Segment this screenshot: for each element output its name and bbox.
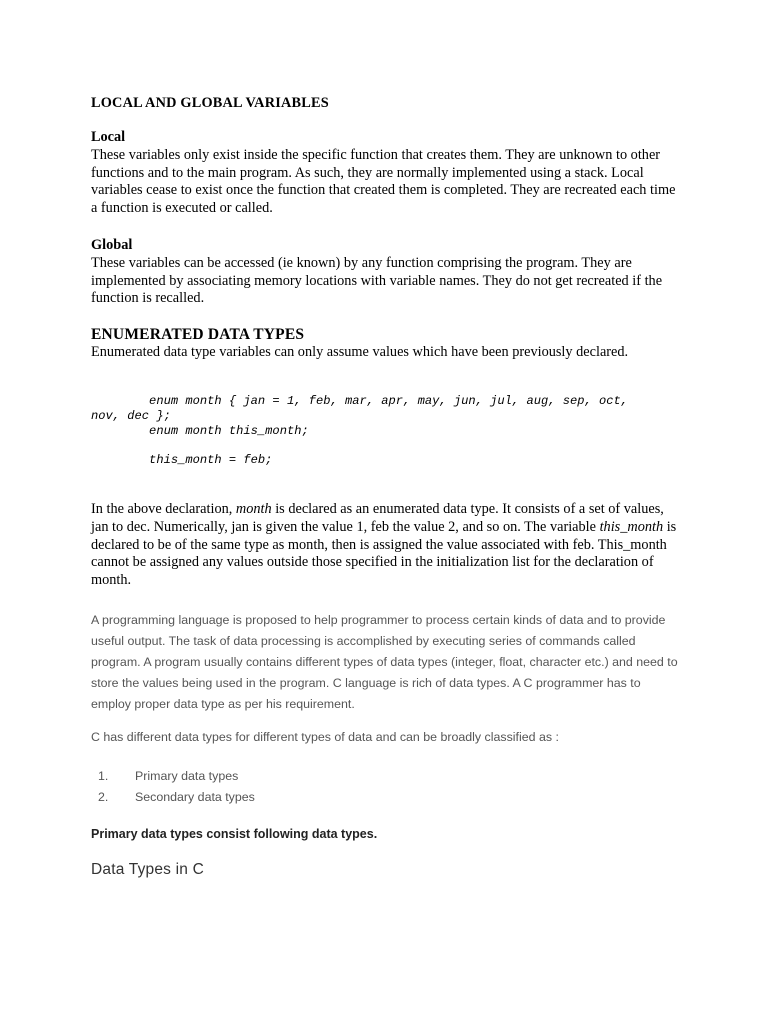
code-line-3: enum month this_month;: [91, 424, 309, 438]
list-item: [98, 766, 255, 787]
local-body: These variables only exist inside the specific function that creates them. They are unknown to other functions and to the main program. As such, they are normally implemented using a stack. Local variables cease to exist once the function that created them is completed. They are recreated each time a function is executed or called.: [91, 146, 676, 217]
list-text: Primary data types: [135, 769, 239, 783]
programming-paragraph-1: A programming language is proposed to help programmer to process certain kinds of data and to provide useful output. The task of data processing is accomplished by executing series of commands called program. A program usually contains different types of data types (integer, float, character etc.) and need to store the values being used in the program. C language is rich of data types. A C programmer has to employ proper data type as per his requirement.: [91, 613, 678, 711]
list-text: Secondary data types: [135, 790, 255, 804]
local-section: [91, 129, 681, 218]
enumerated-explanation: [91, 501, 681, 590]
explain-em-month: month: [235, 501, 272, 517]
list-item: [98, 787, 255, 808]
local-heading: Local: [91, 129, 126, 145]
page-title: LOCAL AND GLOBAL VARIABLES: [91, 95, 329, 111]
explain-mid: is declared as an enumerated data type. It consists of a set of values, jan to dec. Numerically, jan is given the value 1, feb the value 2, and so on. The variable: [91, 501, 664, 535]
enumerated-intro: Enumerated data type variables can only assume values which have been previously declared.: [91, 343, 629, 360]
explain-suffix: is declared to be of the same type as month, then is assigned the value associated with feb. This_month cannot be assigned any values outside those specified in the initialization list for the declaration of month.: [91, 518, 677, 589]
code-line-4: this_month = feb;: [91, 453, 273, 467]
code-line-1: enum month { jan = 1, feb, mar, apr, may, jun, jul, aug, sep, oct,: [91, 394, 629, 408]
list-number: 2.: [98, 790, 109, 804]
code-line-2: nov, dec };: [91, 409, 171, 423]
data-types-list: [98, 766, 255, 808]
explain-em-this-month: this_month: [599, 518, 664, 535]
list-number: 1.: [98, 769, 109, 783]
enumerated-heading: ENUMERATED DATA TYPES: [91, 326, 305, 343]
global-body: These variables can be accessed (ie known) by any function comprising the program. They are implemented by associating memory locations with variable names. They do not get recreated if the function is recalled.: [91, 254, 663, 307]
enumerated-section: [91, 326, 681, 362]
explain-prefix: In the above declaration,: [91, 501, 236, 517]
primary-types-line: Primary data types consist following data types.: [91, 827, 378, 841]
global-heading: Global: [91, 237, 133, 253]
data-types-heading: Data Types in C: [91, 861, 204, 878]
programming-paragraph-2: C has different data types for different types of data and can be broadly classified as :: [91, 730, 559, 744]
global-section: [91, 237, 681, 308]
